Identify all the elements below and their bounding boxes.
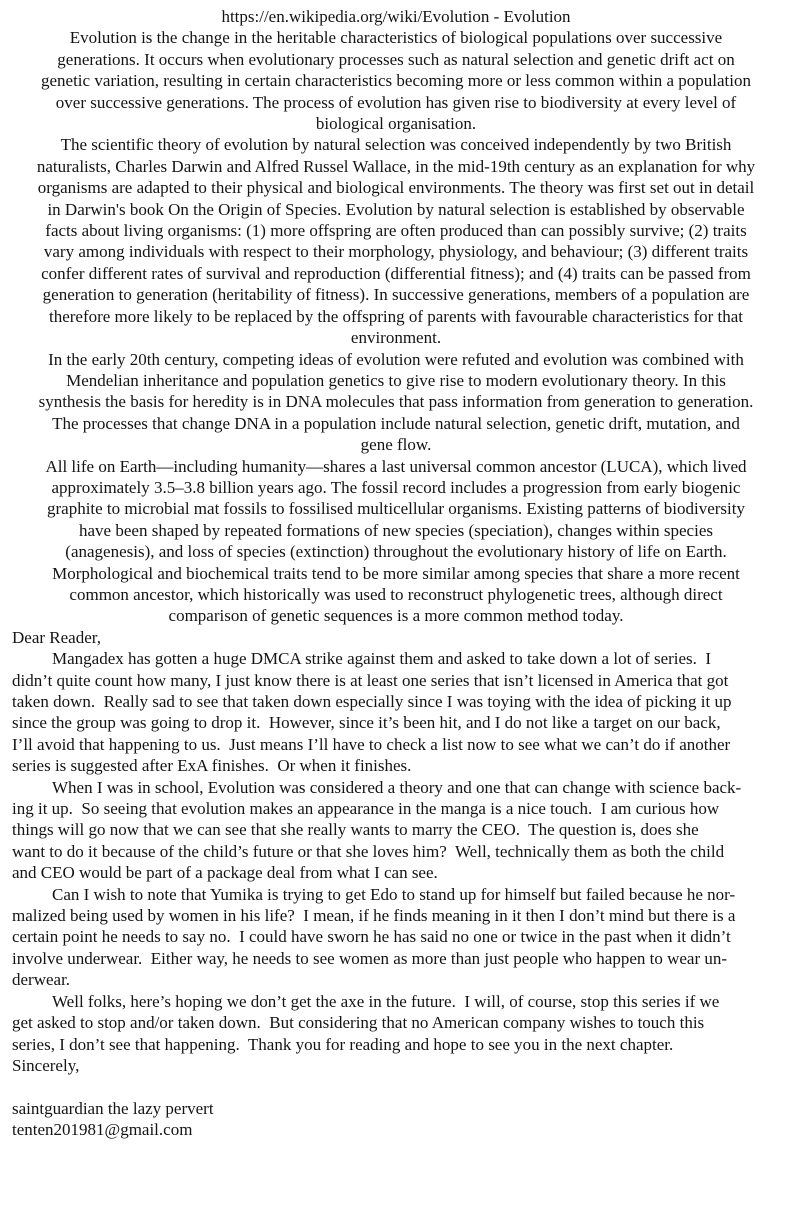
text-line: Morphological and biochemical traits tend to be more similar among species that share a more recent <box>52 563 740 583</box>
wiki-paragraph <box>12 134 780 348</box>
text-line: In the early 20th century, competing ideas of evolution were refuted and evolution was combined with <box>48 349 744 369</box>
letter-closing: Sincerely, <box>12 1055 80 1075</box>
signature-line: saintguardian the lazy pervert <box>12 1098 214 1118</box>
letter-paragraph <box>12 991 780 1055</box>
text-line: certain point he needs to say no. I could have sworn he has said no one or twice in the past when it didn’t <box>12 927 731 947</box>
text-line: Mangadex has gotten a huge DMCA strike against them and asked to take down a lot of series. I <box>52 649 712 669</box>
text-line: taken down. Really sad to see that taken down especially since I was toying with the idea of picking it up <box>12 692 732 711</box>
text-line: vary among individuals with respect to their morphology, physiology, and behaviour; (3) different traits <box>43 242 749 262</box>
text-line: organisms are adapted to their physical and biological environments. The theory was first set out in detail <box>37 178 755 198</box>
text-line: Can I wish to note that Yumika is trying to get Edo to stand up for himself but failed because he nor- <box>52 884 736 904</box>
letter-salutation: Dear Reader, <box>12 627 101 647</box>
text-line: All life on Earth—including humanity—shares a last universal common ancestor (LUCA), which lived <box>45 456 747 476</box>
text-line: get asked to stop and/or taken down. But considering that no American company wishes to touch this <box>12 1013 705 1033</box>
blank-line <box>12 1076 780 1097</box>
wiki-excerpt-section <box>12 6 780 627</box>
text-line: confer different rates of survival and reproduction (differential fitness); and (4) traits can be passed from <box>41 263 751 283</box>
reader-letter-section <box>12 627 780 1141</box>
text-line: therefore more likely to be replaced by the offspring of parents with favourable characteristics for that <box>48 306 744 326</box>
text-line: things will go now that we can see that she really wants to marry the CEO. The question is, does she <box>12 820 699 840</box>
wiki-paragraph <box>12 349 780 456</box>
text-line: derwear. <box>12 970 71 990</box>
letter-paragraph <box>12 884 780 991</box>
text-line: ing it up. So seeing that evolution makes an appearance in the manga is a nice touch. I am curious how <box>12 799 720 819</box>
text-line: graphite to microbial mat fossils to fossilised multicellular organisms. Existing patterns of biodiversity <box>46 499 745 519</box>
text-line: biological organisation. <box>315 114 477 134</box>
text-line: Evolution is the change in the heritable characteristics of biological populations over successive <box>69 28 723 48</box>
text-line: generations. It occurs when evolutionary processes such as natural selection and genetic drift act on <box>57 49 735 69</box>
text-line: didn’t quite count how many, I just know there is at least one series that isn’t licensed in America that got <box>12 670 729 690</box>
text-line: When I was in school, Evolution was considered a theory and one that can change with science back- <box>52 777 742 797</box>
wiki-paragraphs <box>12 27 780 626</box>
text-line: synthesis the basis for heredity is in DNA molecules that pass information from generation to generation. <box>38 392 754 412</box>
text-line: environment. <box>350 328 442 348</box>
text-line: approximately 3.5–3.8 billion years ago. The fossil record includes a progression from early biogenic <box>51 477 741 497</box>
text-line: generation to generation (heritability of fitness). In successive generations, members of a population are <box>42 285 750 305</box>
text-line: facts about living organisms: (1) more offspring are often produced than can possibly survive; (2) traits <box>45 221 747 241</box>
source-url-line: https://en.wikipedia.org/wiki/Evolution - Evolution <box>221 7 571 26</box>
text-line: naturalists, Charles Darwin and Alfred Russel Wallace, in the mid-19th century as an explanation for why <box>36 156 756 176</box>
text-line: I’ll avoid that happening to us. Just means I’ll have to check a list now to see what we can’t do if another <box>12 734 731 754</box>
text-line: in Darwin's book On the Origin of Species. Evolution by natural selection is established by observable <box>47 199 745 219</box>
text-line: series, I don’t see that happening. Thank you for reading and hope to see you in the next chapter. <box>12 1034 674 1054</box>
text-line: series is suggested after ExA finishes. Or when it finishes. <box>12 756 412 776</box>
text-line: (anagenesis), and loss of species (extinction) throughout the evolutionary history of life on Earth. <box>65 542 727 562</box>
text-line: The processes that change DNA in a population include natural selection, genetic drift, mutation, and <box>52 413 740 433</box>
letter-paragraph <box>12 648 780 776</box>
letter-paragraphs <box>12 648 780 1055</box>
text-line: malized being used by women in his life? I mean, if he finds meaning in it then I don’t mind but there is a <box>12 906 736 926</box>
letter-paragraph <box>12 777 780 884</box>
text-line: genetic variation, resulting in certain characteristics becoming more or less common within a population <box>40 71 751 91</box>
text-line: want to do it because of the child’s future or that she loves him? Well, technically them as both the child <box>12 841 725 861</box>
text-line: involve underwear. Either way, he needs to see women as more than just people who happen to wear un- <box>12 948 728 968</box>
text-line: Well folks, here’s hoping we don’t get the axe in the future. I will, of course, stop this series if we <box>52 991 720 1011</box>
text-line: The scientific theory of evolution by natural selection was conceived independently by two British <box>60 135 732 155</box>
text-line: Mendelian inheritance and population genetics to give rise to modern evolutionary theory. In this <box>66 370 726 390</box>
text-line: over successive generations. The process of evolution has given rise to biodiversity at every level of <box>55 92 737 112</box>
text-line: since the group was going to drop it. However, since it’s been hit, and I do not like a target on our back, <box>12 713 721 733</box>
text-line: gene flow. <box>360 435 432 455</box>
text-line: have been shaped by repeated formations of new species (speciation), changes within species <box>79 520 713 540</box>
text-line: comparison of genetic sequences is a more common method today. <box>168 606 624 626</box>
text-line: and CEO would be part of a package deal from what I can see. <box>12 863 438 883</box>
email-line: tenten201981@gmail.com <box>12 1120 193 1140</box>
wiki-paragraph <box>12 456 780 627</box>
wiki-paragraph <box>12 27 780 134</box>
text-line: common ancestor, which historically was used to reconstruct phylogenetic trees, although direct <box>69 584 723 604</box>
